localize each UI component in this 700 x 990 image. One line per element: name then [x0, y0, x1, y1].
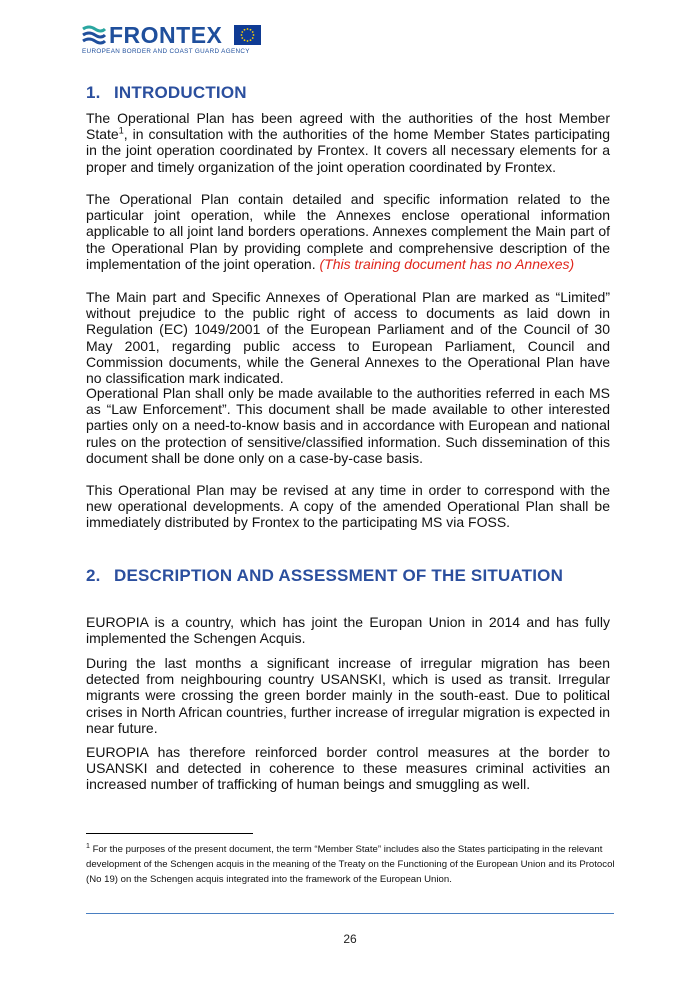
training-note: (This training document has no Annexes): [319, 255, 575, 272]
paragraph: EUROPIA is a country, which has joint the Europan Union in 2014 and has fully implemented the Schengen Acquis.: [86, 614, 610, 647]
paragraph: Operational Plan shall only be made available to the authorities referred in each MS as “Law Enforcement”. This document shall be made available to other interested parties only on a need-to-know basis and in accordance with European and national rules on the protection of sensitive/classified information. Such dissemination of this document shall be done only on a case-by-case basis.: [86, 385, 610, 466]
footnote-separator: [86, 833, 253, 834]
paragraph: This Operational Plan may be revised at any time in order to correspond with the new operational developments. A copy of the amended Operational Plan shall be immediately distributed by Frontex to the participating MS via FOSS.: [86, 482, 610, 531]
logo-subtitle: EUROPEAN BORDER AND COAST GUARD AGENCY: [82, 48, 250, 55]
section-1-heading: [86, 83, 247, 103]
section-title: INTRODUCTION: [114, 83, 247, 102]
paragraph: The Operational Plan has been agreed with the authorities of the host Member State$^1$, in consultation with the authorities of the home Member States participating in the joint operation coordinated by Frontex. It covers all necessary elements for a proper and timely organization of the joint operation coordinated by Frontex.: [86, 110, 610, 175]
section-number: 1.: [86, 83, 101, 102]
page-number: 26: [343, 932, 357, 946]
paragraph: During the last months a significant increase of irregular migration has been detected from neighbouring country USANSKI, which is used as transit. Irregular migrants were crossing the green border mainly in the south-east. Due to political crises in North African countries, further increase of irregular migration is expected in near future.: [86, 655, 610, 736]
section-2-heading: [86, 566, 563, 586]
paragraph: EUROPIA has therefore reinforced border control measures at the border to USANSKI and detected in coherence to these measures criminal activities an increased number of trafficking of human beings and smuggling as well.: [86, 744, 610, 793]
section-number: 2.: [86, 566, 101, 585]
logo-wordmark: FRONTEX: [109, 22, 223, 48]
section-title: DESCRIPTION AND ASSESSMENT OF THE SITUATION: [114, 566, 564, 585]
frontex-logo: [82, 22, 282, 56]
footnote: $^1$ For the purposes of the present document, the term “Member State” includes also the States participating in the relevant development of the Schengen acquis in the meaning of the Treaty on the Functioning of the European Union and its Protocol (No 19) on the Schengen acquis integrated into the framework of the European Union.: [86, 842, 615, 885]
footnote-marker: 1: [86, 842, 90, 850]
paragraph: The Main part and Specific Annexes of Operational Plan are marked as “Limited” without prejudice to the public right of access to documents as laid down in Regulation (EC) 1049/2001 of the European Parliament and of the Council of 30 May 2001, regarding public access to European Parliament, Council and Commission documents, while the General Annexes to the Operational Plan have no classification mark indicated.: [86, 289, 610, 387]
frontex-wave-icon: [82, 24, 106, 46]
footer-rule: [86, 913, 614, 914]
footnote-reference: 1: [118, 125, 124, 136]
paragraph: The Operational Plan contain detailed and specific information related to the particular joint operation, while the Annexes enclose operational information applicable to all joint land borders operations. Annexes complement the Main part of the Operational Plan by providing complete and comprehensive description of the implementation of the joint operation. (This training document has no Annexes): [86, 191, 610, 272]
eu-flag-icon: [234, 25, 261, 45]
